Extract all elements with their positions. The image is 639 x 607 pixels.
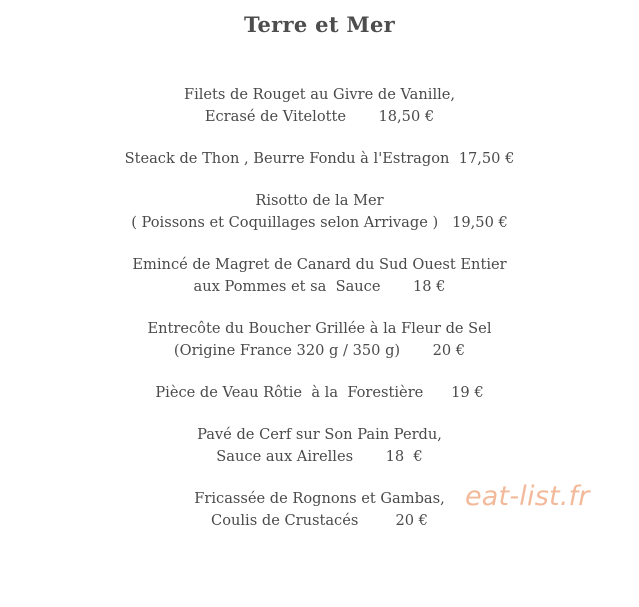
menu-item: [0, 424, 639, 468]
menu-item-detail-price: Ecrasé de Vitelotte 18,50 €: [204, 108, 435, 125]
menu-item: [0, 190, 639, 234]
menu-item: [0, 148, 639, 170]
menu-item: [0, 318, 639, 362]
menu-item: [0, 254, 639, 298]
menu-item-name: Pavé de Cerf sur Son Pain Perdu,: [197, 426, 442, 443]
menu-item-detail-price: Sauce aux Airelles 18 €: [216, 448, 423, 465]
menu-item-detail-price: aux Pommes et sa Sauce 18 €: [193, 278, 446, 295]
menu-item: [0, 84, 639, 128]
watermark-logo: eat-list.fr: [465, 481, 590, 512]
menu-item-name-price: Pièce de Veau Rôtie à la Forestière 19 €: [155, 384, 484, 401]
menu-item-detail-price: ( Poissons et Coquillages selon Arrivage ) 19,50 €: [131, 214, 508, 231]
menu-item-name-price: Steack de Thon , Beurre Fondu à l'Estragon 17,50 €: [124, 150, 515, 167]
page-title: Terre et Mer: [243, 12, 396, 37]
menu-item-detail-price: (Origine France 320 g / 350 g) 20 €: [173, 342, 466, 359]
menu-item-name: Risotto de la Mer: [255, 192, 384, 209]
menu-item: [0, 382, 639, 404]
menu-item-detail-price: Coulis de Crustacés 20 €: [211, 512, 428, 529]
menu-item-name: Filets de Rouget au Givre de Vanille,: [183, 86, 456, 103]
menu-item-name: Emincé de Magret de Canard du Sud Ouest Entier: [132, 256, 507, 273]
menu-item-name: Fricassée de Rognons et Gambas,: [194, 490, 445, 507]
menu-item-name: Entrecôte du Boucher Grillée à la Fleur de Sel: [147, 320, 492, 337]
